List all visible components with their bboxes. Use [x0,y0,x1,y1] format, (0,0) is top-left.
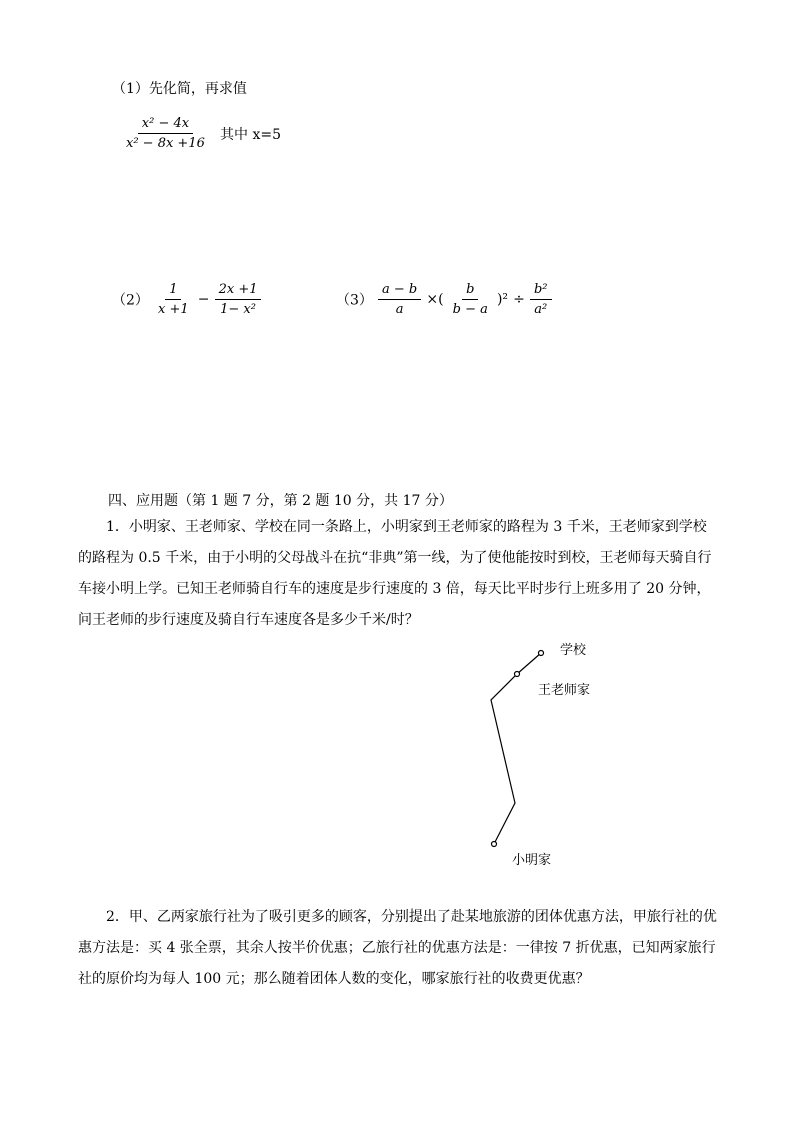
teacher-home-point [515,672,520,677]
denominator: b − a [452,302,488,317]
denominator: a² [534,302,548,317]
fraction [122,116,209,151]
numerator: b² [530,282,552,300]
numerator: 1 [165,282,181,300]
question-2-text: 2．甲、乙两家旅行社为了吸引更多的顾客，分别提出了赴某地旅游的团体优惠方法，甲旅行社的优惠方法是：买 4 张全票，其余人按半价优惠；乙旅行社的优惠方法是：一律按 7 折优惠，已知两家旅行社的原价均为每人 100 元；那么随着团体人数的变化，哪家旅行社的收费更优惠？ [78,909,717,987]
numerator: x² − 4x [138,116,193,134]
problem-3-expression [336,282,552,317]
xiaoming-home-point [492,842,497,847]
school-point [539,651,544,656]
numerator: 2x +1 [215,282,262,300]
denominator: x +1 [158,302,189,317]
problem-1-condition: 其中 x=5 [220,127,281,143]
fraction [530,282,552,317]
problem-1-expression [122,116,209,151]
problem-3-label: （3） [336,292,373,309]
teacher-home-label: 王老师家 [538,683,591,698]
fraction [215,282,262,317]
problem-2-expression [112,282,261,317]
problem-2-label: （2） [112,292,149,309]
denominator: a [395,302,404,317]
school-label: 学校 [560,643,587,658]
numerator: a − b [378,282,421,300]
minus-operator: − [197,291,210,308]
denominator: 1− x² [220,302,256,317]
denominator: x² − 8x +16 [126,136,205,151]
section-4-heading: 四、应用题（第 1 题 7 分，第 2 题 10 分，共 17 分） [108,493,453,509]
route-line [491,653,541,844]
fraction [449,282,492,317]
fraction [378,282,421,317]
times-operator: ×( [426,291,444,308]
square-operator: )² [496,291,509,308]
question-1-text: 1．小明家、王老师家、学校在同一条路上，小明家到王老师家的路程为 3 千米，王老师家到学校的路程为 0.5 千米，由于小明的父母战斗在抗“非典”第一线，为了使他能按时到校，王老师每天骑自行车接小明上学。已知王老师骑自行车的速度是步行速度的 3 倍，每天比平时步行上班多用了 20 分钟，问王老师的步行速度及骑自行车速度各是多少千米/时？ [78,519,712,628]
divide-operator: ÷ [513,291,525,308]
route-diagram [470,630,630,870]
numerator: b [462,282,478,300]
fraction [154,282,193,317]
xiaoming-home-label: 小明家 [512,853,552,868]
problem-1-heading: （1）先化简，再求值 [112,81,247,97]
